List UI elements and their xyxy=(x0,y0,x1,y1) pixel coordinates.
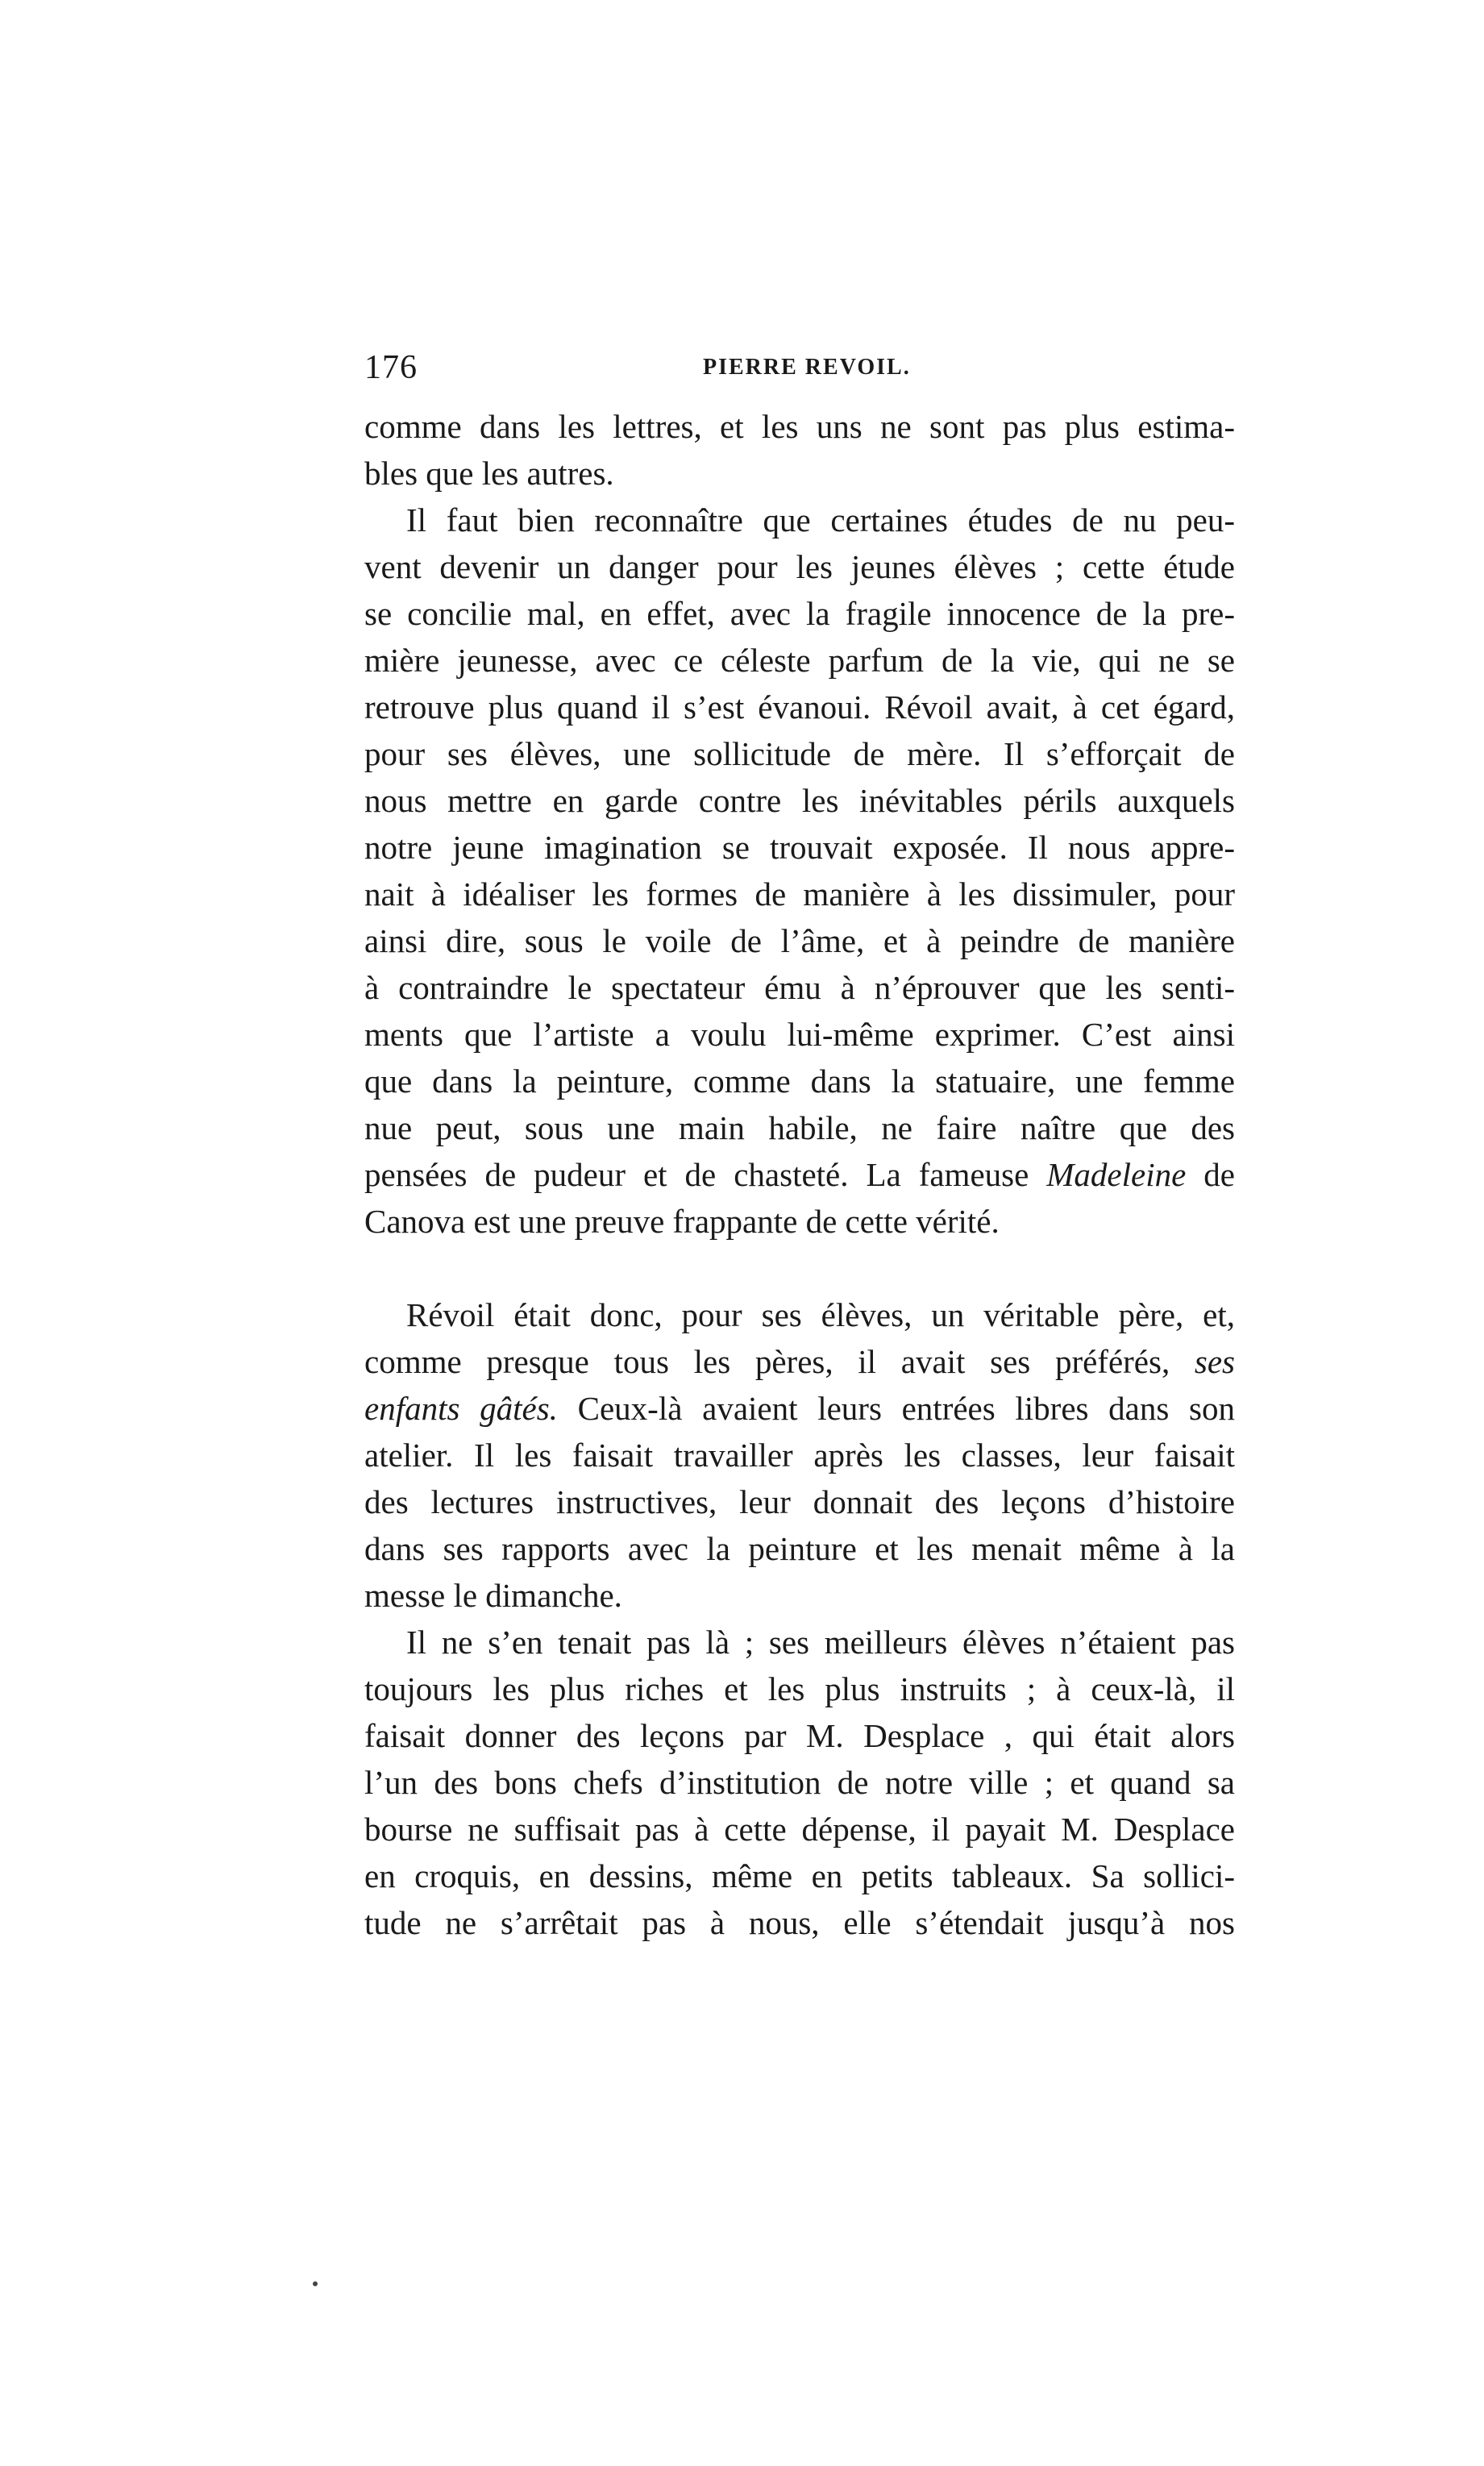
text-line: atelier. Il les faisait travailler après les classes, leur faisait xyxy=(364,1437,1235,1474)
text-line: Il ne s’en tenait pas là ; ses meilleurs élèves n’étaient pas xyxy=(406,1624,1235,1661)
text-line: retrouve plus quand il s’est évanoui. Révoil avait, à cet égard, xyxy=(364,688,1235,726)
text-line: mière jeunesse, avec ce céleste parfum de la vie, qui ne se xyxy=(364,642,1235,679)
text-fragment: comme presque tous les pères, il avait ses préférés, xyxy=(364,1343,1195,1380)
paragraph-3 xyxy=(364,1291,1235,1619)
text-fragment: pensées de pudeur et de chasteté. La fameuse xyxy=(364,1156,1047,1193)
text-fragment: Ceux-là avaient leurs entrées libres dans son xyxy=(557,1390,1235,1427)
text-line: Révoil était donc, pour ses élèves, un véritable père, et, xyxy=(406,1296,1235,1333)
running-head xyxy=(364,345,1235,393)
text-line: des lectures instructives, leur donnait des leçons d’histoire xyxy=(364,1483,1235,1520)
text-line: bourse ne suffisait pas à cette dépense, il payait M. Desplace xyxy=(364,1811,1235,1848)
text-line: pour ses élèves, une sollicitude de mère. Il s’efforçait de xyxy=(364,735,1235,772)
text-line: à contraindre le spectateur ému à n’éprouver que les senti- xyxy=(364,969,1235,1006)
italic-phrase: ses xyxy=(1194,1343,1235,1380)
text-line: vent devenir un danger pour les jeunes élèves ; cette étude xyxy=(364,548,1235,585)
text-line xyxy=(364,1338,1235,1385)
text-line: messe le dimanche. xyxy=(364,1577,622,1614)
text-line: en croquis, en dessins, même en petits tableaux. Sa sollici- xyxy=(364,1857,1235,1894)
text-line: ainsi dire, sous le voile de l’âme, et à peindre de manière xyxy=(364,922,1235,959)
text-line xyxy=(364,1385,1235,1432)
section-gap xyxy=(364,1245,1235,1291)
text-line: dans ses rapports avec la peinture et les menait même à la xyxy=(364,1530,1235,1567)
text-line: l’un des bons chefs d’institution de notre ville ; et quand sa xyxy=(364,1764,1235,1801)
body-text xyxy=(364,403,1235,1946)
text-line: notre jeune imagination se trouvait exposée. Il nous appre- xyxy=(364,829,1235,866)
text-line: toujours les plus riches et les plus instruits ; à ceux-là, il xyxy=(364,1670,1235,1707)
text-line: comme dans les lettres, et les uns ne sont pas plus estima- xyxy=(364,408,1235,445)
text-line: nue peut, sous une main habile, ne faire naître que des xyxy=(364,1109,1235,1146)
running-title: PIERRE REVOIL. xyxy=(703,355,911,380)
text-line: nous mettre en garde contre les inévitables périls auxquels xyxy=(364,782,1235,819)
text-line: Canova est une preuve frappante de cette vérité. xyxy=(364,1203,1000,1240)
text-line: bles que les autres. xyxy=(364,455,614,492)
text-line: faisait donner des leçons par M. Desplace , qui était alors xyxy=(364,1717,1235,1754)
text-line: ments que l’artiste a voulu lui-même exprimer. C’est ainsi xyxy=(364,1016,1235,1053)
paragraph-4 xyxy=(364,1619,1235,1946)
text-line: tude ne s’arrêtait pas à nous, elle s’étendait jusqu’à nos xyxy=(364,1904,1235,1941)
text-line: nait à idéaliser les formes de manière à les dissimuler, pour xyxy=(364,875,1235,913)
text-fragment: de xyxy=(1186,1156,1235,1193)
italic-phrase: enfants gâtés. xyxy=(364,1390,558,1427)
text-line xyxy=(364,1151,1235,1198)
italic-title-madeleine: Madeleine xyxy=(1046,1156,1187,1193)
text-line: que dans la peinture, comme dans la statuaire, une femme xyxy=(364,1063,1235,1100)
text-line: se concilie mal, en effet, avec la fragile innocence de la pre- xyxy=(364,595,1235,632)
paragraph-1 xyxy=(364,403,1235,497)
paragraph-2 xyxy=(364,497,1235,1245)
text-line: Il faut bien reconnaître que certaines études de nu peu- xyxy=(406,501,1235,539)
page-number: 176 xyxy=(364,349,418,386)
ink-speck xyxy=(313,2281,318,2286)
